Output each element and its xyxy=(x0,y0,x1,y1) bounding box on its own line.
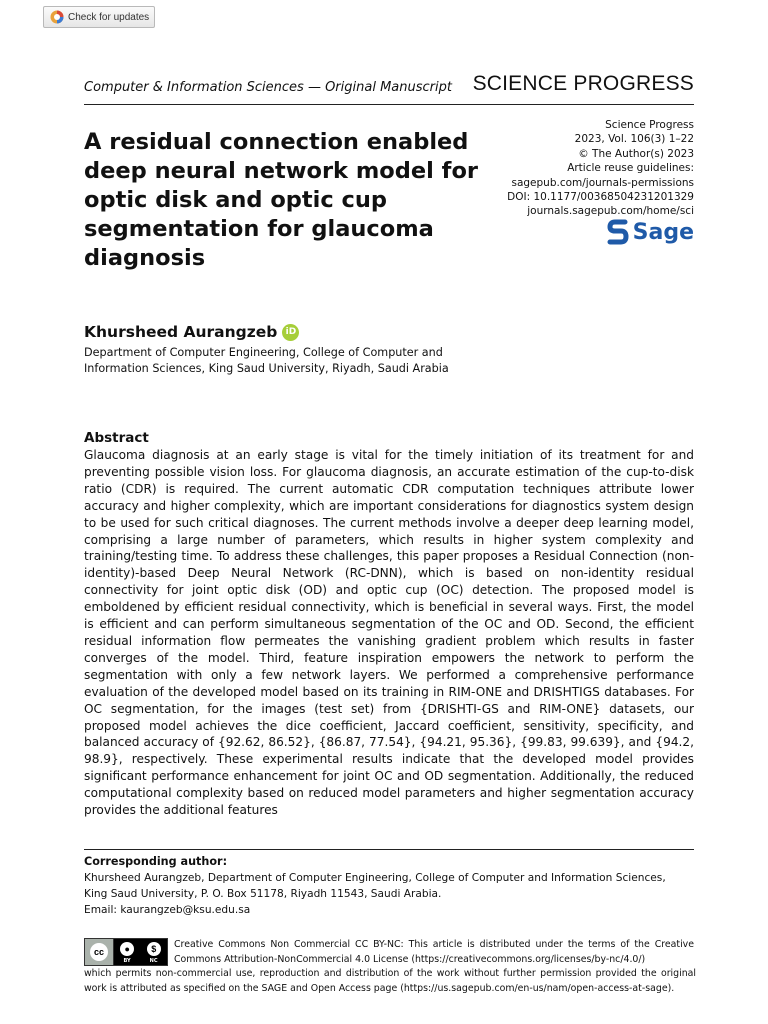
journal-title: SCIENCE PROGRESS xyxy=(472,72,694,95)
header-rule xyxy=(84,104,694,105)
corresponding-heading: Corresponding author: xyxy=(84,855,228,868)
license-text-continued: which permits non-commercial use, reproduction and distribution of the work without further permission provided the original work is attributed as specified on the SAGE and Open Access page (https://us.sagepub.com/en-us/nam/open-access-at-sage). xyxy=(84,968,696,994)
reuse-label: Article reuse guidelines: xyxy=(567,162,694,175)
update-badge-icon xyxy=(50,10,64,24)
reuse-link[interactable]: sagepub.com/journals-permissions xyxy=(511,176,694,189)
cc-license-badge[interactable] xyxy=(84,938,168,966)
article-title: A residual connection enabled deep neural network model for optic disk and optic cup segmentation for glaucoma diagnosis xyxy=(84,129,479,271)
section-label: Computer & Information Sciences — Original Manuscript xyxy=(84,80,452,95)
check-for-updates-label: Check for updates xyxy=(68,11,150,23)
author-affiliation: Department of Computer Engineering, College of Computer and Information Sciences, King Saud University, Riyadh, Saudi Arabia xyxy=(84,346,449,375)
corresponding-line-2: King Saud University, P. O. Box 51178, Riyadh 11543, Saudi Arabia. xyxy=(84,888,442,900)
cc-nc-label: NC xyxy=(149,958,158,964)
journal-name: Science Progress xyxy=(605,119,694,131)
corresponding-email[interactable]: Email: kaurangzeb@ksu.edu.sa xyxy=(84,904,251,916)
corresponding-line-1: Khursheed Aurangzeb, Department of Computer Engineering, College of Computer and Information Sciences, xyxy=(84,872,666,884)
cc-icon xyxy=(85,939,114,965)
cc-by-label: BY xyxy=(123,958,131,964)
check-for-updates-button[interactable] xyxy=(43,6,155,28)
sage-s-icon xyxy=(607,219,629,245)
copyright: © The Author(s) 2023 xyxy=(578,147,694,160)
corresponding-details xyxy=(84,870,696,918)
author-line xyxy=(84,323,299,341)
license-text: Creative Commons Non Commercial CC BY-NC: This article is distributed under the terms of the Creative Commons Attribution-NonCommercial 4.0 License (https://creativecommons.org/licenses/by-nc/4.0/) xyxy=(174,939,694,965)
doi-link[interactable]: DOI: 10.1177/00368504231201329 xyxy=(507,191,694,204)
sage-wordmark: Sage xyxy=(632,219,694,245)
footer-rule xyxy=(84,849,694,850)
journal-volume: 2023, Vol. 106(3) 1–22 xyxy=(574,133,694,146)
abstract-text: Glaucoma diagnosis at an early stage is vital for the timely initiation of its treatment for and preventing possible vision loss. For glaucoma diagnosis, an accurate estimation of the cup-to-disk ratio (CDR) is required. The current automatic CDR computation techniques attribute lower accuracy and higher complexity, which are important considerations for diagnostics system design to be used for such critical diagnoses. The current methods involve a deeper deep learning model, comprising a large number of parameters, which results in higher system complexity and training/testing time. To address these challenges, this paper proposes a Residual Connection (non-identity)-based Deep Neural Network (RC-DNN), which is based on non-identity residual connectivity for joint optic disk (OD) and optic cup (OC) detection. The proposed model is emboldened by efficient residual connectivity, which is beneficial in several ways. First, the model is efficient and can perform simultaneous segmentation of the OC and OD. Second, the efficient residual information flow permeates the vanishing gradient problem which results in faster converges of the model. Third, feature inspiration empowers the network to perform the segmentation with only a few network layers. We performed a comprehensive performance evaluation of the developed model based on its training in RIM-ONE and DRISHTIGS databases. For OC segmentation, for the images (test set) from {DRISHTI-GS and RIM-ONE} datasets, our proposed model achieves the dice coefficient, Jaccard coefficient, sensitivity, specificity, and balanced accuracy of {92.62, 86.52}, {86.87, 77.54}, {94.21, 95.36}, {99.83, 99.639}, and {94.2, 98.9}, respectively. These experimental results indicate that the developed model provides significant performance enhancement for joint OC and OD segmentation. Additionally, the reduced computational complexity based on reduced model parameters and higher segmentation accuracy provides the additional features xyxy=(84,448,694,818)
journal-link[interactable]: journals.sagepub.com/home/sci xyxy=(527,205,694,218)
abstract-heading: Abstract xyxy=(84,430,149,446)
cc-mark: cc xyxy=(90,943,108,961)
attribution-icon: ● xyxy=(120,942,134,956)
sage-logo xyxy=(607,219,694,245)
orcid-icon[interactable]: iD xyxy=(282,324,299,341)
author-name: Khursheed Aurangzeb xyxy=(84,323,278,341)
cc-attribution-icons xyxy=(114,939,167,965)
journal-info xyxy=(507,118,694,219)
noncommercial-icon: $ xyxy=(147,942,161,956)
